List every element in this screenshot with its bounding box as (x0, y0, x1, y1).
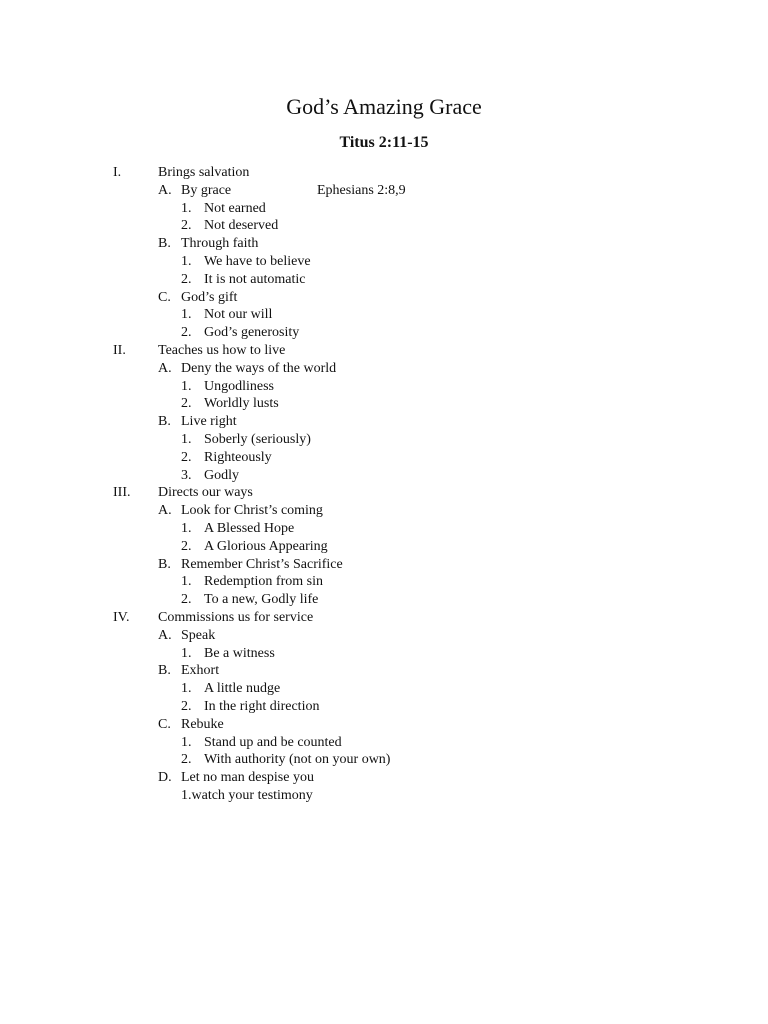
outline-text: Look for Christ’s coming (181, 503, 323, 519)
outline-marker: 2. (181, 592, 192, 608)
outline-item-level-2 (0, 627, 768, 645)
outline-marker: A. (158, 182, 172, 198)
outline-text: Rebuke (181, 716, 224, 732)
outline-item-level-2 (0, 235, 768, 253)
outline-marker: 1. (181, 200, 192, 216)
outline-marker: 1. (181, 307, 192, 323)
outline-text: Be a witness (204, 645, 275, 661)
outline-marker: 2. (181, 396, 192, 412)
outline-marker: 1. (181, 681, 192, 697)
outline-marker: IV. (113, 609, 130, 625)
outline-item-level-2 (0, 662, 768, 680)
outline-item-level-2 (0, 182, 768, 200)
outline-marker: 1. (181, 734, 192, 750)
outline-item-level-3 (0, 787, 768, 805)
outline-marker: B. (158, 556, 171, 572)
outline-item-level-2 (0, 769, 768, 787)
outline-marker: B. (158, 236, 171, 252)
outline-item-level-3 (0, 467, 768, 485)
outline-marker: A. (158, 503, 172, 519)
outline-text: Exhort (181, 663, 220, 679)
outline-text: God’s generosity (204, 325, 300, 341)
outline-item-level-3 (0, 200, 768, 218)
outline-item-level-3 (0, 253, 768, 271)
outline-item-level-3 (0, 271, 768, 289)
outline-text: Not deserved (204, 218, 279, 234)
outline-text: Speak (181, 627, 216, 643)
outline-item-level-3 (0, 431, 768, 449)
outline-text: Worldly lusts (204, 396, 279, 412)
outline-marker: 2. (181, 218, 192, 234)
outline-marker: 2. (181, 538, 192, 554)
outline-item-level-3 (0, 520, 768, 538)
outline-text: Remember Christ’s Sacrifice (181, 556, 343, 572)
outline-text: Deny the ways of the world (181, 360, 337, 376)
outline-item-level-3 (0, 645, 768, 663)
outline-item-level-2 (0, 360, 768, 378)
outline-marker: II. (113, 342, 126, 358)
outline-marker: 2. (181, 325, 192, 341)
outline-text: Not earned (204, 200, 266, 216)
outline-item-level-3 (0, 538, 768, 556)
outline-marker: III. (113, 485, 131, 501)
outline-item-level-3 (0, 324, 768, 342)
outline-text: Through faith (181, 236, 259, 252)
outline-marker: C. (158, 289, 171, 305)
outline-marker: 2. (181, 698, 192, 714)
outline-item-level-2 (0, 556, 768, 574)
outline-item-level-3 (0, 573, 768, 591)
outline-text: Ungodliness (204, 378, 274, 394)
outline-item-level-3 (0, 395, 768, 413)
outline-text: Godly (204, 467, 239, 483)
outline-item-level-3 (0, 698, 768, 716)
outline-text: Let no man despise you (181, 770, 314, 786)
outline (0, 164, 768, 805)
outline-marker: C. (158, 716, 171, 732)
outline-text: Redemption from sin (204, 574, 323, 590)
outline-text: Live right (181, 414, 237, 430)
outline-item-level-1 (0, 484, 768, 502)
outline-text: Not our will (204, 307, 273, 323)
outline-marker: 1. (181, 574, 192, 590)
outline-item-level-1 (0, 609, 768, 627)
outline-marker: 2. (181, 271, 192, 287)
outline-text: A Glorious Appearing (204, 538, 328, 554)
outline-text: Teaches us how to live (158, 342, 286, 358)
outline-item-level-2 (0, 289, 768, 307)
outline-marker: D. (158, 770, 172, 786)
outline-marker: 3. (181, 467, 192, 483)
outline-text: 1.watch your testimony (181, 787, 313, 803)
outline-item-level-2 (0, 413, 768, 431)
outline-item-level-3 (0, 734, 768, 752)
outline-text: Righteously (204, 449, 272, 465)
page-subtitle: Titus 2:11-15 (339, 134, 429, 151)
outline-text: Stand up and be counted (204, 734, 342, 750)
outline-marker: 2. (181, 449, 192, 465)
outline-item-level-3 (0, 306, 768, 324)
scripture-reference: Ephesians 2:8,9 (317, 182, 406, 198)
page-title: God’s Amazing Grace (286, 94, 482, 119)
outline-text: Commissions us for service (158, 609, 314, 625)
outline-marker: B. (158, 414, 171, 430)
outline-item-level-3 (0, 449, 768, 467)
outline-marker: B. (158, 663, 171, 679)
outline-item-level-3 (0, 680, 768, 698)
outline-marker: A. (158, 360, 172, 376)
outline-marker: 1. (181, 645, 192, 661)
outline-item-level-2 (0, 502, 768, 520)
outline-text: Brings salvation (158, 165, 250, 180)
outline-marker: 1. (181, 378, 192, 394)
outline-marker: 2. (181, 752, 192, 768)
outline-text: A little nudge (204, 681, 281, 697)
outline-text: Directs our ways (158, 485, 253, 501)
outline-marker: 1. (181, 431, 192, 447)
outline-item-level-3 (0, 378, 768, 396)
outline-text: Soberly (seriously) (204, 431, 311, 447)
outline-text: God’s gift (181, 289, 238, 305)
outline-text: To a new, Godly life (204, 592, 319, 608)
outline-text: In the right direction (204, 698, 320, 714)
outline-item-level-3 (0, 591, 768, 609)
outline-item-level-3 (0, 217, 768, 235)
outline-text: With authority (not on your own) (204, 752, 391, 768)
outline-text: By grace (181, 182, 232, 198)
outline-item-level-1 (0, 342, 768, 360)
outline-marker: I. (113, 165, 122, 180)
outline-marker: 1. (181, 520, 192, 536)
outline-text: It is not automatic (204, 271, 306, 287)
outline-text: A Blessed Hope (204, 520, 295, 536)
outline-text: We have to believe (204, 253, 311, 269)
outline-marker: A. (158, 627, 172, 643)
outline-item-level-2 (0, 716, 768, 734)
outline-marker: 1. (181, 253, 192, 269)
outline-item-level-3 (0, 751, 768, 769)
outline-item-level-1 (0, 164, 768, 182)
